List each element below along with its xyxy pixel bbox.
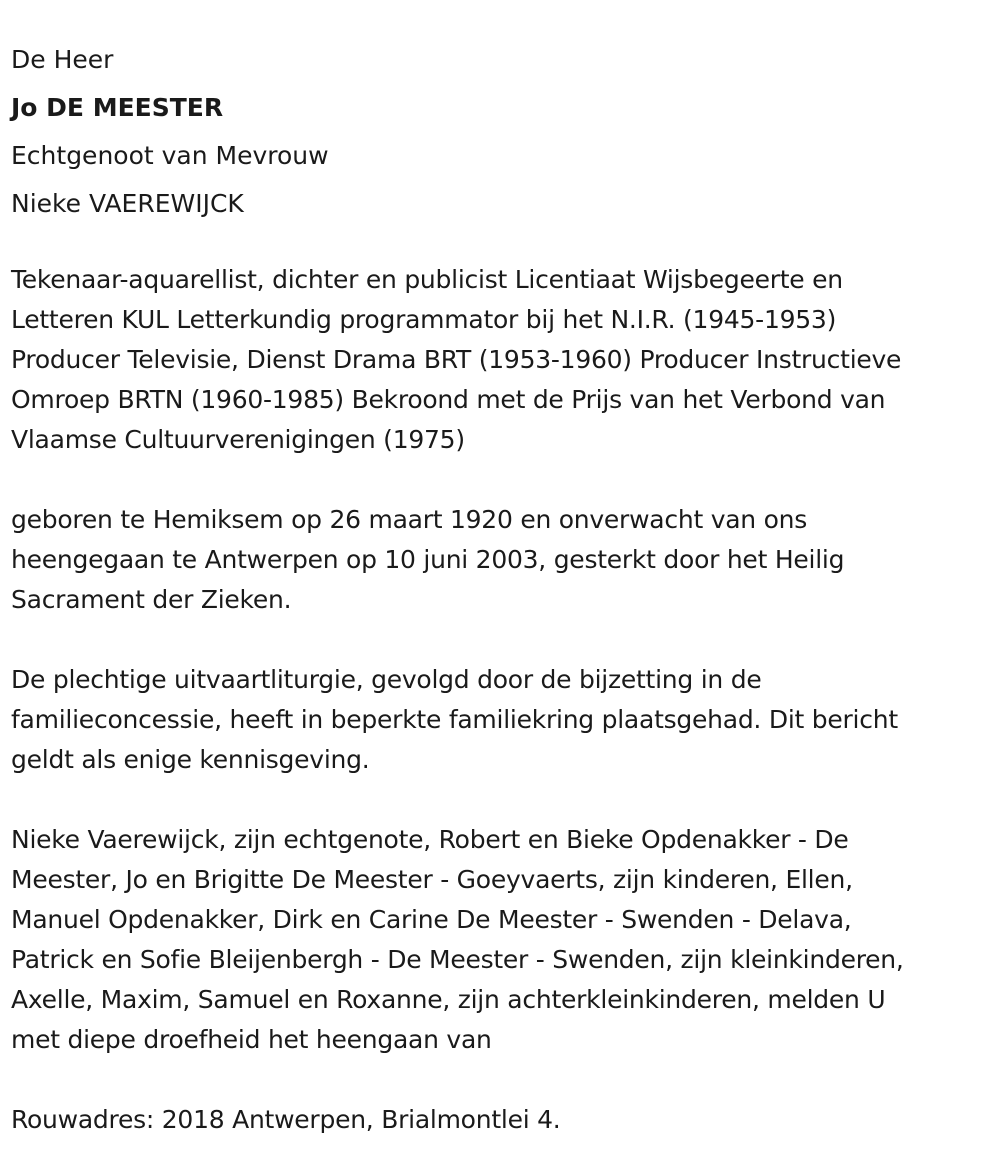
family-line: Manuel Opdenakker, Dirk en Carine De Meester - Swenden - Delava, (11, 905, 852, 934)
mourning-address: Rouwadres: 2018 Antwerpen, Brialmontlei 4. (11, 1105, 561, 1134)
funeral-line: De plechtige uitvaartliturgie, gevolgd door de bijzetting in de (11, 665, 762, 694)
career-line: Vlaamse Cultuurverenigingen (1975) (11, 425, 465, 454)
family-line: Axelle, Maxim, Samuel en Roxanne, zijn achterkleinkinderen, melden U (11, 985, 886, 1014)
career-paragraph (11, 260, 990, 460)
birth-death-paragraph (11, 500, 990, 620)
career-line: Letteren KUL Letterkundig programmator bij het N.I.R. (1945-1953) (11, 305, 837, 334)
family-line: met diepe droefheid het heengaan van (11, 1025, 492, 1054)
address-paragraph (11, 1100, 990, 1140)
family-line: Meester, Jo en Brigitte De Meester - Goeyvaerts, zijn kinderen, Ellen, (11, 865, 853, 894)
title-prefix: De Heer (11, 45, 114, 74)
career-line: Tekenaar-aquarellist, dichter en publicist Licentiaat Wijsbegeerte en (11, 265, 843, 294)
birth-death-line: Sacrament der Zieken. (11, 585, 292, 614)
family-line: Patrick en Sofie Bleijenbergh - De Meester - Swenden, zijn kleinkinderen, (11, 945, 904, 974)
spouse-intro: Echtgenoot van Mevrouw (11, 141, 329, 170)
family-paragraph (11, 820, 990, 1060)
career-line: Producer Televisie, Dienst Drama BRT (1953-1960) Producer Instructieve (11, 345, 902, 374)
birth-death-line: heengegaan te Antwerpen op 10 juni 2003, gesterkt door het Heilig (11, 545, 845, 574)
birth-death-line: geboren te Hemiksem op 26 maart 1920 en onverwacht van ons (11, 505, 808, 534)
funeral-line: geldt als enige kennisgeving. (11, 745, 370, 774)
family-line: Nieke Vaerewijck, zijn echtgenote, Robert en Bieke Opdenakker - De (11, 825, 849, 854)
spouse-name: Nieke VAEREWIJCK (11, 189, 244, 218)
deceased-name: Jo DE MEESTER (11, 93, 224, 122)
funeral-paragraph (11, 660, 990, 780)
funeral-line: familieconcessie, heeft in beperkte familiekring plaatsgehad. Dit bericht (11, 705, 898, 734)
career-line: Omroep BRTN (1960-1985) Bekroond met de Prijs van het Verbond van (11, 385, 886, 414)
